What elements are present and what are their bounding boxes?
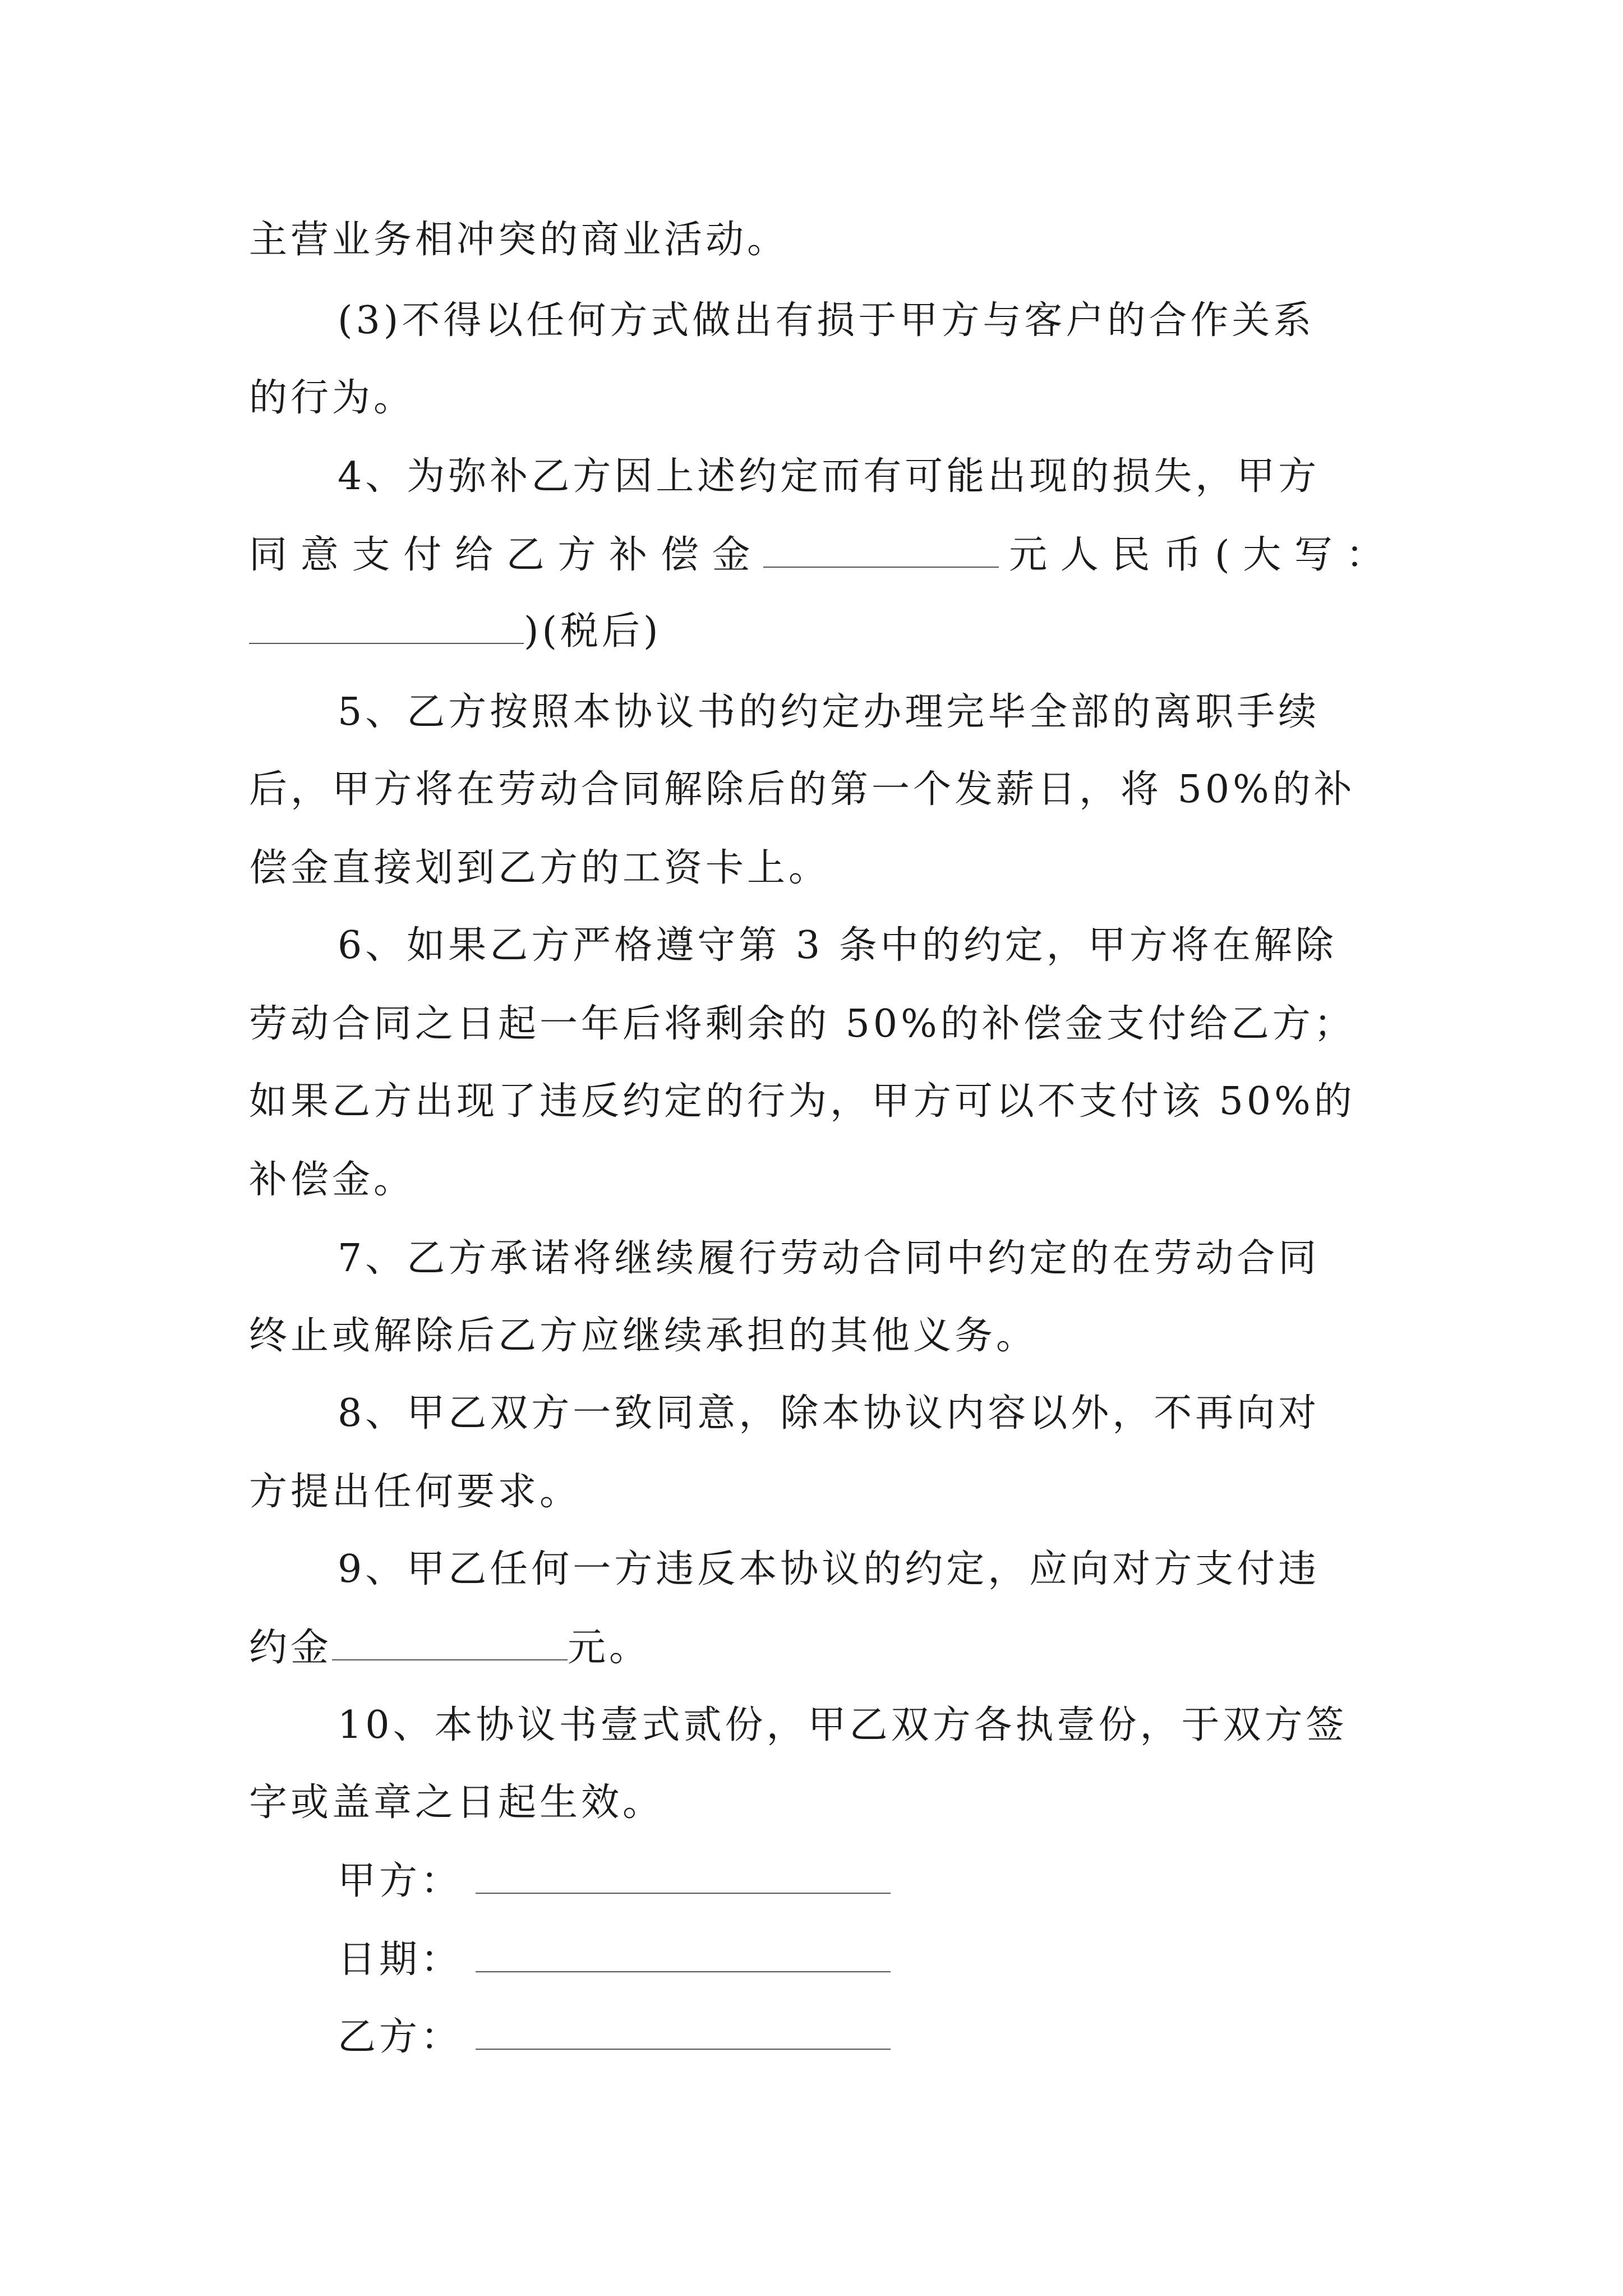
party-a-label: 甲方： [338,1859,463,1903]
compensation-amount-blank[interactable] [763,532,999,568]
line-char: 金 [712,533,754,577]
paragraph-line: 如果乙方出现了违反约定的行为，甲方可以不支付该 50%的 [249,1079,1355,1124]
tax-note: )(税后) [524,609,662,654]
date-blank[interactable] [476,1936,891,1972]
paragraph-line: (3)不得以任何方式做出有损于甲方与客户的合作关系 [338,298,1315,343]
paragraph-line: 6、如果乙方严格遵守第 3 条中的约定，甲方将在解除 [338,923,1337,968]
signature-party-b [338,2014,1387,2061]
penalty-label: 约金 [249,1626,333,1670]
paragraph-line: 9、甲乙任何一方违反本协议的约定，应向对方支付违 [338,1547,1320,1591]
line-char: 币 [1163,533,1205,577]
paragraph-line: 终止或解除后乙方应继续承担的其他义务。 [249,1314,1038,1358]
line-char: 同 [249,533,291,577]
line-char: 写 [1294,533,1336,577]
paragraph-line: 7、乙方承诺将继续履行劳动合同中约定的在劳动合同 [338,1236,1320,1281]
paragraph-line: 5、乙方按照本协议书的约定办理完毕全部的离职手续 [338,690,1320,734]
line-char: 元 [1009,533,1051,577]
date-label: 日期： [338,1938,463,1982]
line-char: 付 [403,533,445,577]
paragraph-line: 劳动合同之日起一年后将剩余的 50%的补偿金支付给乙方； [249,1002,1355,1046]
compensation-words-blank[interactable] [249,608,524,644]
line-char: 民 [1112,533,1154,577]
paragraph-line: 主营业务相冲突的商业活动。 [249,218,789,262]
paragraph-line: 偿金直接划到乙方的工资卡上。 [249,846,831,890]
signature-date [338,1936,1387,1984]
line-char: 给 [454,533,496,577]
party-b-signature-blank[interactable] [476,2014,891,2050]
penalty-unit: 元。 [568,1626,651,1670]
line-char: 人 [1060,533,1102,577]
line-char: ( [1215,533,1233,577]
compensation-amount-line [249,532,1387,579]
line-char: 意 [300,533,342,577]
paragraph-line: 10、本协议书壹式贰份，甲乙双方各执壹份，于双方签 [338,1703,1348,1747]
penalty-line [249,1625,1387,1672]
signature-party-a [338,1858,1387,1905]
line-char: ： [1345,533,1387,577]
paragraph-line: 字或盖章之日起生效。 [249,1780,665,1825]
paragraph-line: 8、甲乙双方一致同意，除本协议内容以外，不再向对 [338,1391,1320,1435]
line-char: 偿 [660,533,702,577]
paragraph-line: 后，甲方将在劳动合同解除后的第一个发薪日，将 50%的补 [249,767,1355,812]
party-b-label: 乙方： [338,2015,463,2059]
line-char: 支 [352,533,394,577]
compensation-words-line [249,608,1387,655]
line-char: 补 [609,533,651,577]
line-char: 乙 [506,533,548,577]
paragraph-line: 方提出任何要求。 [249,1470,582,1514]
paragraph-line: 补偿金。 [249,1158,416,1202]
line-char: 大 [1243,533,1285,577]
line-char: 方 [557,533,600,577]
penalty-amount-blank[interactable] [332,1625,568,1660]
party-a-signature-blank[interactable] [476,1858,891,1894]
paragraph-line: 4、为弥补乙方因上述约定而有可能出现的损失，甲方 [338,454,1320,499]
paragraph-line: 的行为。 [249,376,416,420]
